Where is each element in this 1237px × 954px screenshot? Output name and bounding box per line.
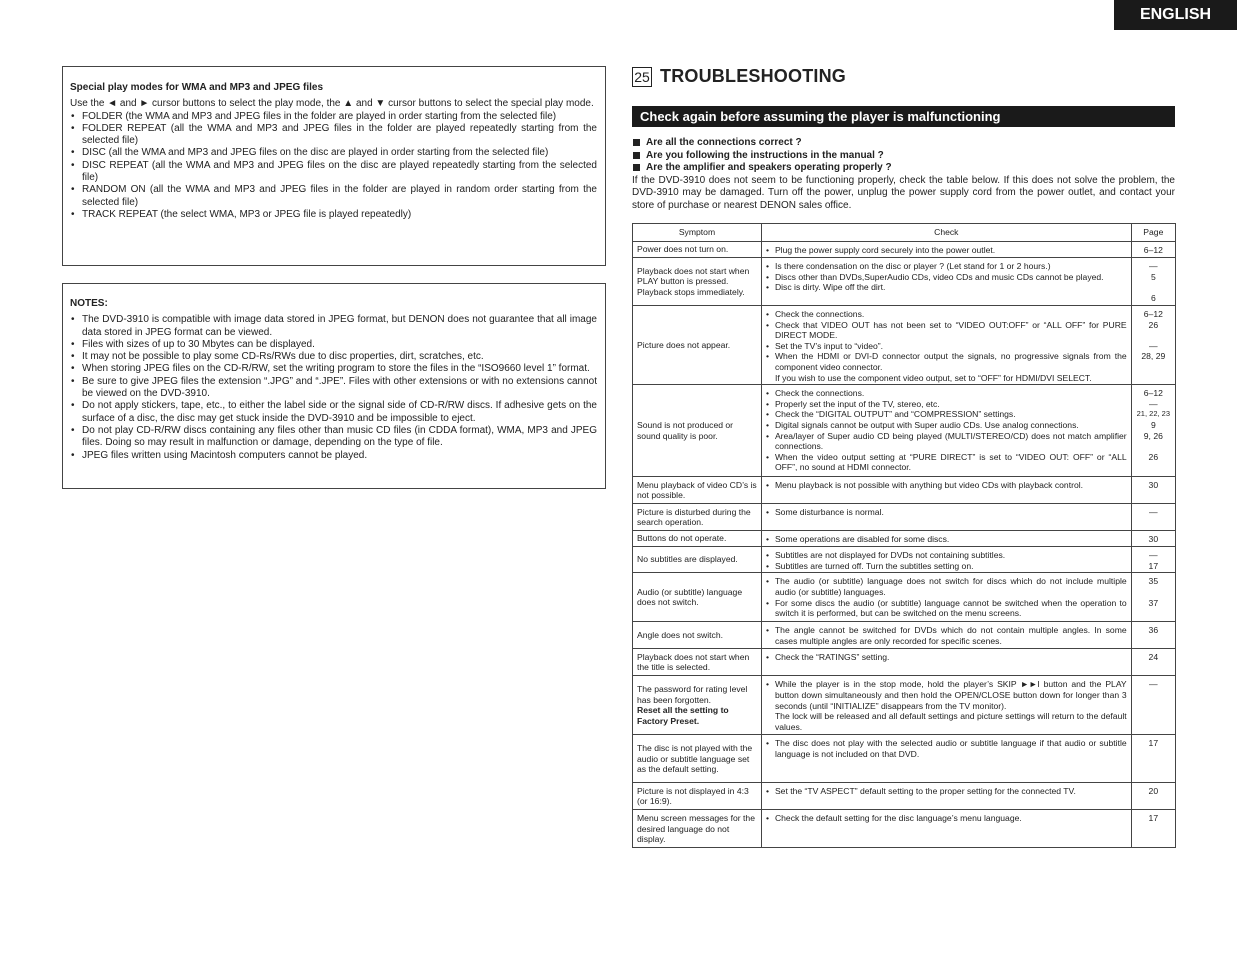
check-item: • Check the default setting for the disc language’s menu language. — [766, 813, 1127, 824]
check-cell — [761, 258, 1131, 306]
page-ref: — — [1149, 507, 1158, 518]
check-item: • Check the connections. — [766, 309, 1127, 320]
symptom-text: No subtitles are displayed. — [637, 554, 738, 565]
symptom-text: Playback does not start when the title is selected. — [637, 651, 750, 673]
intro-text: If the DVD-3910 does not seem to be functioning properly, check the table below. If this does not solve the problem, the DVD-3910 may be damaged. Turn off the power, unplug the power supply cord from the power outlet, and contact your store of purchase or nearest DENON sales office. — [632, 174, 1175, 211]
page-ref — [1136, 330, 1171, 341]
page-ref: 6 — [1150, 292, 1156, 303]
symptom-text: Picture is disturbed during the search operation. — [637, 506, 751, 528]
check-item: • Check the “DIGITAL OUTPUT” and “COMPRESSION” settings. — [766, 409, 1127, 420]
note-item: • It may not be possible to play some CD-Rs/RWs due to disc properties, dirt, scratches, etc. — [70, 351, 597, 363]
symptom-text: Playback stops immediately. — [637, 286, 745, 297]
notes-title: NOTES: — [70, 298, 108, 309]
symptom-cell — [633, 547, 762, 573]
page-ref — [1136, 282, 1171, 293]
page-ref: 6–12 — [1143, 309, 1163, 319]
page-cell — [1131, 504, 1175, 531]
symptom-text: Sound is not produced or sound quality is poor. — [637, 420, 734, 441]
symptom-cell — [633, 477, 762, 504]
symptom-text: Buttons do not operate. — [637, 533, 727, 544]
mode-item: • RANDOM ON (all the WMA and MP3 and JPEG files in the folder are played in random order starting from the selected file) — [70, 184, 597, 209]
check-cell — [761, 531, 1131, 547]
page-cell — [1131, 573, 1175, 622]
symptom-cell — [633, 810, 762, 848]
symptom-text: Playback does not start when PLAY button is pressed. — [637, 265, 750, 287]
note-item: • The DVD-3910 is compatible with image data stored in JPEG format, but DENON does not guarantee that all image data stored in JPEG format can be viewed. — [70, 314, 597, 339]
page-ref: 17 — [1148, 560, 1159, 571]
header-check: Check — [761, 224, 1131, 242]
table-row — [633, 676, 1176, 735]
page-ref: 24 — [1148, 652, 1159, 663]
check-item: • Plug the power supply cord securely into the power outlet. — [766, 245, 1127, 256]
check-item: • Properly set the input of the TV, stereo, etc. — [766, 399, 1127, 410]
mode-item: • DISC REPEAT (all the WMA and MP3 and JPEG files on the disc are played repeatedly starting from the selected file) — [70, 160, 597, 185]
page-ref: 6–12 — [1143, 245, 1163, 255]
section-number: 25 — [632, 67, 652, 87]
page-ref — [1136, 587, 1171, 598]
table-row — [633, 477, 1176, 504]
page-cell — [1131, 735, 1175, 783]
question-item — [632, 150, 1175, 163]
check-cell — [761, 547, 1131, 573]
question-text: Are all the connections correct ? — [646, 137, 802, 148]
page-ref: — — [1149, 340, 1158, 351]
table-row — [633, 531, 1176, 547]
check-cell — [761, 649, 1131, 676]
square-bullet-icon — [633, 164, 640, 171]
page-cell — [1131, 477, 1175, 504]
mode-item: • TRACK REPEAT (the select WMA, MP3 or JPEG file is played repeatedly) — [70, 209, 597, 221]
check-cell — [761, 622, 1131, 649]
table-row — [633, 622, 1176, 649]
square-bullet-icon — [633, 139, 640, 146]
square-bullet-icon — [633, 152, 640, 159]
check-cell — [761, 735, 1131, 783]
table-row — [633, 306, 1176, 385]
special-modes-title: Special play modes for WMA and MP3 and JPEG files — [70, 82, 324, 93]
check-item: If you wish to use the component video output, set to “OFF” for HDMI/DVI SELECT. — [774, 372, 1092, 383]
question-item — [632, 162, 1175, 175]
section-title: TROUBLESHOOTING — [660, 66, 846, 86]
table-row — [633, 783, 1176, 810]
check-item: • Subtitles are not displayed for DVDs not containing subtitles. — [766, 550, 1127, 561]
symptom-cell — [633, 622, 762, 649]
page-cell — [1131, 810, 1175, 848]
page-ref: 28, 29 — [1141, 351, 1166, 362]
check-item: • Disc is dirty. Wipe off the dirt. — [766, 282, 1127, 293]
check-item: • Digital signals cannot be output with Super audio CDs. Use analog connections. — [766, 420, 1127, 431]
check-item: • Set the “TV ASPECT” default setting to the proper setting for the connected TV. — [766, 786, 1127, 797]
page-ref: 17 — [1148, 738, 1159, 749]
check-item: • When the video output setting at “PURE DIRECT” is set to “VIDEO OUT: OFF” or “ALL OFF”, no sound at HDMI connector. — [766, 452, 1127, 473]
page-cell — [1131, 385, 1175, 477]
note-item: • When storing JPEG files on the CD-R/RW, set the writing program to store the files in the “ISO9660 level 1” format. — [70, 363, 597, 375]
symptom-cell — [633, 735, 762, 783]
check-cell — [761, 477, 1131, 504]
check-item: • Check the connections. — [766, 388, 1127, 399]
page-ref: 21, 22, 23 — [1136, 409, 1171, 419]
question-text: Are you following the instructions in the manual ? — [646, 149, 884, 161]
symptom-cell — [633, 306, 762, 385]
page-ref: 37 — [1148, 597, 1159, 608]
table-row — [633, 504, 1176, 531]
symptom-cell — [633, 676, 762, 735]
table-row — [633, 735, 1176, 783]
note-item: • JPEG files written using Macintosh computers cannot be played. — [70, 450, 597, 462]
header-symptom: Symptom — [633, 224, 762, 242]
mode-item: • FOLDER REPEAT (all the WMA and MP3 and JPEG files in the folder are played repeatedly starting from the selected file) — [70, 123, 597, 148]
symptom-text: The password for rating level has been forgotten. — [637, 684, 748, 705]
symptom-text: The disc is not played with the audio or subtitle language set as the default setting. — [637, 742, 753, 775]
check-cell — [761, 242, 1131, 258]
page-ref: 36 — [1148, 625, 1159, 636]
check-item: • Check that VIDEO OUT has not been set to “VIDEO OUT:OFF” or “ALL OFF” for PURE DIRECT MODE. — [766, 320, 1127, 341]
page-ref: 17 — [1148, 813, 1159, 824]
page-ref: 9, 26 — [1143, 430, 1163, 441]
check-item: • Is there condensation on the disc or player ? (Let stand for 1 or 2 hours.) — [766, 261, 1127, 272]
check-item: • Some operations are disabled for some discs. — [766, 534, 1127, 545]
precheck-block — [632, 137, 1175, 212]
check-item: • The audio (or subtitle) language does not switch for discs which do not include multiple audio (or subtitle) languages. — [766, 576, 1127, 597]
page-ref: 30 — [1148, 480, 1159, 491]
note-item: • Do not apply stickers, tape, etc., to either the label side or the signal side of CD-R/RW discs. If adhesive gets on the surface of a disc, the disc may get stuck inside the DVD-3910 and be impossible to eject. — [70, 400, 597, 425]
check-cell — [761, 306, 1131, 385]
check-item: • Discs other than DVDs,SuperAudio CDs, video CDs and music CDs cannot be played. — [766, 272, 1127, 283]
page-ref: 26 — [1148, 319, 1159, 330]
symptom-text: Power does not turn on. — [637, 244, 729, 255]
check-item: • Area/layer of Super audio CD being played (MULTI/STEREO/CD) does not match amplifier connections. — [766, 431, 1127, 452]
page-cell — [1131, 531, 1175, 547]
symptom-cell — [633, 649, 762, 676]
table-row — [633, 573, 1176, 622]
page-ref: — — [1149, 398, 1158, 409]
table-header-row — [633, 224, 1176, 242]
symptom-text: Menu screen messages for the desired language do not display. — [637, 812, 755, 845]
check-item: • Some disturbance is normal. — [766, 507, 1127, 518]
symptom-text: Audio (or subtitle) language does not switch. — [637, 586, 743, 608]
check-item: • Set the TV’s input to “video”. — [766, 341, 1127, 352]
special-play-modes-box — [62, 66, 606, 266]
table-row — [633, 385, 1176, 477]
check-cell — [761, 573, 1131, 622]
page-ref: 5 — [1150, 271, 1156, 282]
symptom-text: Angle does not switch. — [637, 630, 723, 641]
check-cell — [761, 676, 1131, 735]
symptom-cell — [633, 258, 762, 306]
page-ref — [1136, 441, 1171, 452]
page-cell — [1131, 783, 1175, 810]
symptom-cell — [633, 783, 762, 810]
page-ref: 9 — [1150, 419, 1156, 430]
notes-box — [62, 283, 606, 489]
page-cell — [1131, 547, 1175, 573]
page-ref: 6–12 — [1143, 388, 1163, 399]
page-ref: 20 — [1148, 786, 1159, 797]
symptom-bold-text: Reset all the setting to Factory Preset. — [637, 705, 729, 726]
note-item: • Files with sizes of up to 30 Mbytes can be displayed. — [70, 339, 597, 351]
page-ref: — — [1149, 261, 1158, 271]
symptom-cell — [633, 385, 762, 477]
header-page: Page — [1131, 224, 1175, 242]
section-header — [632, 66, 846, 87]
page-ref: — — [1149, 679, 1158, 690]
troubleshooting-table — [632, 223, 1176, 848]
note-item: • Do not play CD-R/RW discs containing any files other than music CD files (in CDDA format), WMA, MP3 and JPEG files. Doing so may result in malfunction or damage, depending on the type of file. — [70, 425, 597, 450]
mode-item: • FOLDER (the WMA and MP3 and JPEG files in the folder are played in order starting from the selected file) — [70, 111, 597, 123]
special-modes-intro: Use the ◄ and ► cursor buttons to select the play mode, the ▲ and ▼ cursor buttons to select the special play mode. — [70, 98, 594, 110]
symptom-cell — [633, 531, 762, 547]
page-cell — [1131, 306, 1175, 385]
symptom-cell — [633, 573, 762, 622]
question-item — [632, 137, 1175, 150]
page-cell — [1131, 649, 1175, 676]
symptom-text: Picture is not displayed in 4:3 (or 16:9). — [637, 785, 749, 807]
page-cell — [1131, 242, 1175, 258]
page-cell — [1131, 622, 1175, 649]
table-row — [633, 649, 1176, 676]
check-cell — [761, 504, 1131, 531]
page-ref: 30 — [1148, 534, 1159, 545]
symptom-text: Menu playback of video CD’s is not possible. — [637, 479, 757, 501]
check-cell — [761, 385, 1131, 477]
check-cell — [761, 783, 1131, 810]
question-list — [632, 137, 1175, 175]
check-item: • The angle cannot be switched for DVDs which do not contain multiple angles. In some cases multiple angles are only recorded for specific scenes. — [766, 625, 1127, 646]
table-row — [633, 810, 1176, 848]
symptom-text: Picture does not appear. — [637, 339, 731, 350]
page-cell — [1131, 676, 1175, 735]
page-ref: 35 — [1148, 576, 1159, 587]
note-item: • Be sure to give JPEG files the extension “.JPG” and “.JPE”. Files with other extensions or with no extensions cannot be viewed on the DVD-3910. — [70, 376, 597, 401]
page-ref: 26 — [1148, 451, 1159, 462]
question-text: Are the amplifier and speakers operating properly ? — [646, 162, 892, 173]
check-item: • The disc does not play with the selected audio or subtitle language if that audio or subtitle language is not included on that DVD. — [766, 738, 1127, 759]
table-row — [633, 258, 1176, 306]
check-item: The lock will be released and all default settings and picture settings will return to the default values. — [774, 711, 1127, 732]
symptom-cell — [633, 242, 762, 258]
check-item: • Check the “RATINGS” setting. — [766, 652, 1127, 663]
check-item: • For some discs the audio (or subtitle) language cannot be switched when the operation to switch it is performed, but can be switched on the menu screens. — [766, 598, 1127, 619]
page-ref: — — [1149, 550, 1158, 561]
check-item: • While the player is in the stop mode, hold the player’s SKIP ►►I button and the PLAY button down simultaneously and then hold the OPEN/CLOSE button down for longer than 3 seconds (until “INITIALIZE” disappears from the TV monitor). — [766, 679, 1127, 711]
table-row — [633, 242, 1176, 258]
check-cell — [761, 810, 1131, 848]
language-tab: ENGLISH — [1114, 0, 1237, 30]
check-item: • Subtitles are turned off. Turn the subtitles setting on. — [766, 561, 1127, 572]
check-item: • When the HDMI or DVI-D connector output the signals, no progressive signals from the component video connector. — [766, 351, 1127, 372]
check-banner: Check again before assuming the player is malfunctioning — [632, 106, 1175, 127]
notes-list — [70, 314, 597, 462]
table-row — [633, 547, 1176, 573]
symptom-cell — [633, 504, 762, 531]
mode-item: • DISC (all the WMA and MP3 and JPEG files on the disc are played in order starting from the selected file) — [70, 147, 597, 159]
check-item: • Menu playback is not possible with anything but video CDs with playback control. — [766, 480, 1127, 491]
special-modes-list — [70, 111, 597, 222]
page-cell — [1131, 258, 1175, 306]
